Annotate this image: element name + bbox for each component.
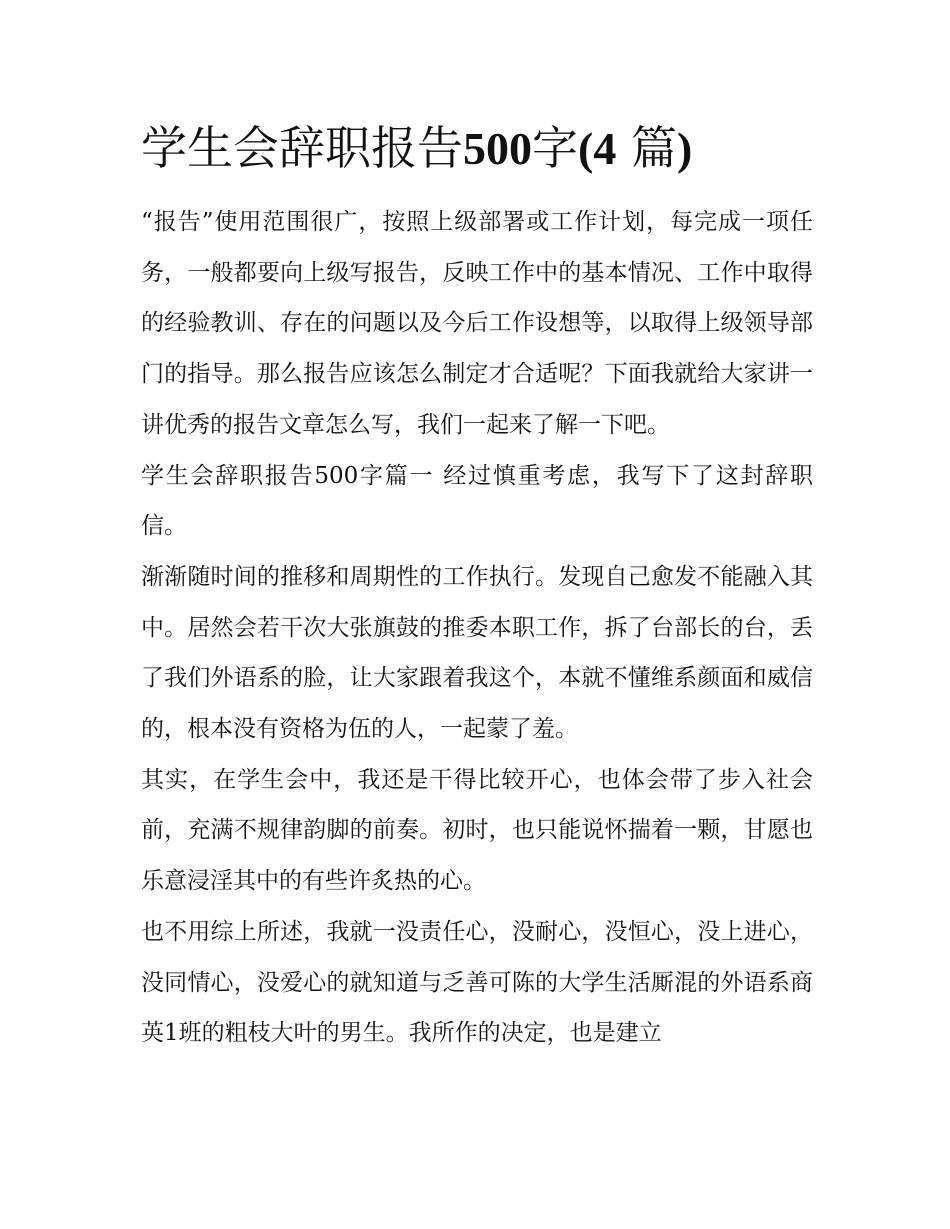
title-text-part: 学生会辞职报告 <box>141 121 463 175</box>
section-heading-paragraph: 学生会辞职报告500字篇一 经过慎重考虑，我写下了这封辞职信。 <box>141 462 813 540</box>
body-paragraph: 其实，在学生会中，我还是干得比较开心，也体会带了步入社会前，充满不规律韵脚的前奏。初时，也只能说怀揣着一颗，甘愿也乐意浸淫其中的有些许炙热的心。 <box>141 766 813 895</box>
document-body <box>141 197 813 1059</box>
title-text-part: 篇 <box>630 121 677 175</box>
title-number-part: ) <box>676 123 693 174</box>
intro-paragraph: “报告”使用范围很广，按照上级部署或工作计划，每完成一项任务，一般都要向上级写报告，反映工作中的基本情况、工作中取得的经验教训、存在的问题以及今后工作设想等，以取得上级领导部门的指导。那么报告应该怎么制定才合适呢？下面我就给大家讲一讲优秀的报告文章怎么写，我们一起来了解一下吧。 <box>141 209 813 438</box>
title-number-part: 500 <box>463 123 532 174</box>
title-text-part: 字 <box>532 121 578 175</box>
title-number-part: (4 <box>578 123 617 174</box>
document-title <box>141 116 841 181</box>
body-paragraph: 也不用综上所述，我就一没责任心，没耐心，没恒心，没上进心，没同情心，没爱心的就知道与乏善可陈的大学生活厮混的外语系商英1班的粗枝大叶的男生。我所作的决定，也是建立 <box>141 918 813 1047</box>
body-paragraph: 渐渐随时间的推移和周期性的工作执行。发现自己愈发不能融入其中。居然会若干次大张旗鼓的推委本职工作，拆了台部长的台，丢了我们外语系的脸，让大家跟着我这个，本就不懂维系颜面和威信的，根本没有资格为伍的人，一起蒙了羞。 <box>141 563 813 743</box>
